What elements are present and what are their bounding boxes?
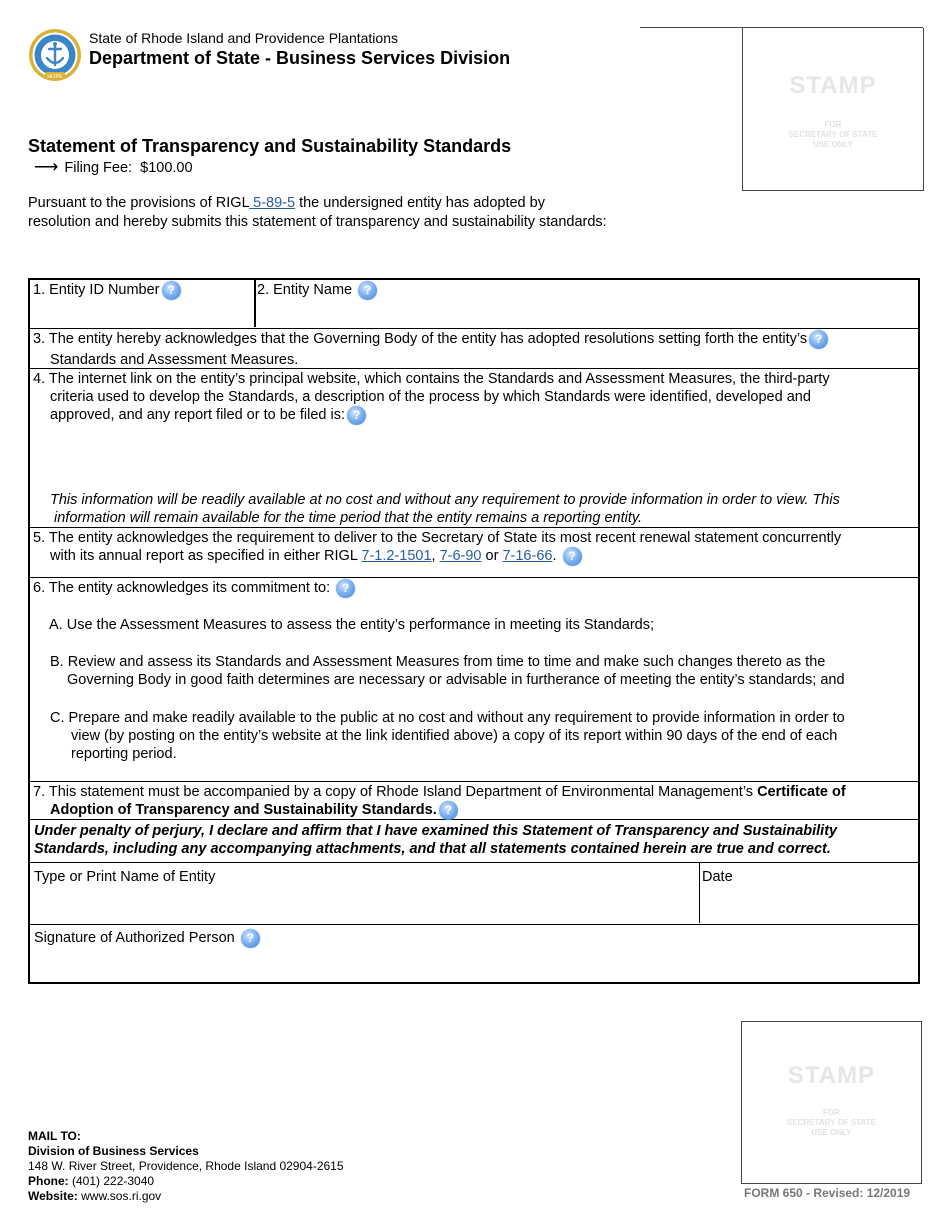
seal-text: HOPE xyxy=(47,74,63,80)
item-3-text-2: Standards and Assessment Measures. xyxy=(50,352,299,368)
division-name: Division of Business Services xyxy=(28,1144,199,1158)
stamp-word-bottom: STAMP xyxy=(787,1062,876,1089)
website-link-field[interactable] xyxy=(50,427,910,487)
intro-after: the undersigned entity has adopted by resolution and hereby submits this statement of transparency and sustainability standards: xyxy=(28,195,607,230)
item-5-text-2: with its annual report as specified in either RIGL xyxy=(50,548,358,564)
rigl-5-89-5-link[interactable]: 5-89-5 xyxy=(249,195,296,211)
name-label: Type or Print Name of Entity xyxy=(34,869,216,885)
date-label: Date xyxy=(702,869,733,885)
entity-row xyxy=(30,280,918,329)
stamp-bottom-line-2: SECRETARY OF STATE xyxy=(787,1118,876,1127)
state-seal-icon xyxy=(28,28,82,82)
stamp-bottom-line-3: USE ONLY xyxy=(811,1128,852,1137)
item-6-c-2: view (by posting on the entity’s website at the link identified above) a copy of its report within 90 days of the end of each xyxy=(71,728,838,744)
date-field[interactable] xyxy=(700,863,915,923)
intro-before: Pursuant to the provisions of RIGL xyxy=(28,195,250,211)
item-4-text-1: 4. The internet link on the entity’s principal website, which contains the Standards and Assessment Measures, the third-party xyxy=(33,371,830,387)
entity-id-label: 1. Entity ID Number xyxy=(33,282,160,298)
item-6-row xyxy=(30,578,918,782)
item-6-b-2: Governing Body in good faith determines are necessary or advisable in furtherance of meeting the entity’s standards; and xyxy=(67,672,845,688)
mailing-address: 148 W. River Street, Providence, Rhode Island 02904-2615 xyxy=(28,1159,344,1173)
item-4-text-2: criteria used to develop the Standards, a description of the process by which Standards were identified, developed and xyxy=(50,389,811,405)
signature-field[interactable] xyxy=(30,925,918,983)
item-6-heading: 6. The entity acknowledges its commitment to: xyxy=(33,580,331,596)
stamp-line-3: USE ONLY xyxy=(812,140,854,149)
stamp-word: STAMP xyxy=(789,72,877,99)
intro-paragraph xyxy=(28,194,608,232)
form-title: Statement of Transparency and Sustainability Standards xyxy=(28,136,512,156)
entity-name-field[interactable] xyxy=(255,280,915,327)
phone-number: (401) 222-3040 xyxy=(72,1174,155,1188)
stamp-bottom-line-1: FOR xyxy=(823,1108,840,1117)
item-5-or: or xyxy=(485,548,499,564)
arrow-right-icon: ⟶ xyxy=(34,157,59,176)
help-icon[interactable]: ? xyxy=(241,929,260,948)
statement-form xyxy=(28,278,920,984)
help-icon[interactable]: ? xyxy=(358,281,377,300)
mail-to-label: MAIL TO: xyxy=(28,1129,81,1143)
item-6-c-1: C. Prepare and make readily available to the public at no cost and without any requirement to provide information in order to xyxy=(50,710,845,726)
entity-name-label: 2. Entity Name xyxy=(257,282,353,298)
item-5-text-1: 5. The entity acknowledges the requirement to deliver to the Secretary of State its most recent renewal statement concurrently xyxy=(33,530,842,546)
website-url: www.sos.ri.gov xyxy=(81,1189,162,1203)
perjury-text-2: Standards, including any accompanying attachments, and that all statements contained herein are true and correct. xyxy=(34,841,831,857)
signature-label: Signature of Authorized Person xyxy=(34,930,235,946)
item-3-text-1: 3. The entity hereby acknowledges that the Governing Body of the entity has adopted resolutions setting forth the entity’s xyxy=(33,331,808,347)
stamp-box-top xyxy=(742,28,924,191)
form-number: FORM 650 - Revised: 12/2019 xyxy=(744,1186,911,1200)
item-5-row: 5. The entity acknowledges the requirement to deliver to the Secretary of State its most recent renewal statement concurrently with its annual report as specified in either RIGL 7-1.2-1501, 7-6-90 or 7-16-66. ? xyxy=(30,528,918,578)
help-icon[interactable]: ? xyxy=(336,579,355,598)
item-4-text-3: approved, and any report filed or to be filed is: xyxy=(50,407,346,423)
stamp-line-2: SECRETARY OF STATE xyxy=(788,130,878,139)
item-4-note-2: information will remain available for the time period that the entity remains a reporting entity. xyxy=(54,510,643,526)
item-7-text: 7. This statement must be accompanied by a copy of Rhode Island Department of Environmental Management’s xyxy=(33,784,754,800)
rigl-7-6-90-link[interactable]: 7-6-90 xyxy=(439,548,482,564)
stamp-box-bottom xyxy=(741,1021,922,1184)
stamp-line-1: FOR xyxy=(824,120,842,129)
help-icon[interactable]: ? xyxy=(563,547,582,566)
item-6-c-3: reporting period. xyxy=(71,746,177,762)
item-7-bold-2: Adoption of Transparency and Sustainability Standards. xyxy=(50,802,437,818)
filing-fee-amount: $100.00 xyxy=(140,160,193,176)
item-7-bold-1: Certificate of xyxy=(757,784,846,800)
rigl-7-16-66-link[interactable]: 7-16-66 xyxy=(502,548,553,564)
mailing-info xyxy=(28,1129,344,1204)
help-icon[interactable]: ? xyxy=(347,406,366,425)
filing-fee xyxy=(34,157,193,177)
state-name: State of Rhode Island and Providence Plantations xyxy=(89,30,398,46)
item-4-note-1: This information will be readily available at no cost and without any requirement to provide information in order to view. This xyxy=(50,492,840,508)
item-4-row xyxy=(30,369,918,528)
perjury-row xyxy=(30,820,918,863)
help-icon[interactable]: ? xyxy=(162,281,181,300)
perjury-text-1: Under penalty of perjury, I declare and affirm that I have examined this Statement of Transparency and Sustainability xyxy=(34,823,838,839)
department-name: Department of State - Business Services Division xyxy=(89,48,511,68)
help-icon[interactable]: ? xyxy=(439,801,458,820)
item-7-row xyxy=(30,782,918,820)
phone-label: Phone: xyxy=(28,1174,69,1188)
rigl-7-1-2-1501-link[interactable]: 7-1.2-1501 xyxy=(361,548,432,564)
entity-id-field[interactable] xyxy=(30,280,256,327)
website-label: Website: xyxy=(28,1189,78,1203)
name-date-row xyxy=(30,863,918,925)
filing-fee-label: Filing Fee: xyxy=(64,160,133,176)
help-icon[interactable]: ? xyxy=(809,330,828,349)
entity-name-print-field[interactable] xyxy=(30,863,700,923)
item-3-row xyxy=(30,329,918,369)
item-6-b-1: B. Review and assess its Standards and Assessment Measures from time to time and make such changes thereto as the xyxy=(50,654,826,670)
item-6-a: A. Use the Assessment Measures to assess the entity’s performance in meeting its Standards; xyxy=(49,617,654,633)
